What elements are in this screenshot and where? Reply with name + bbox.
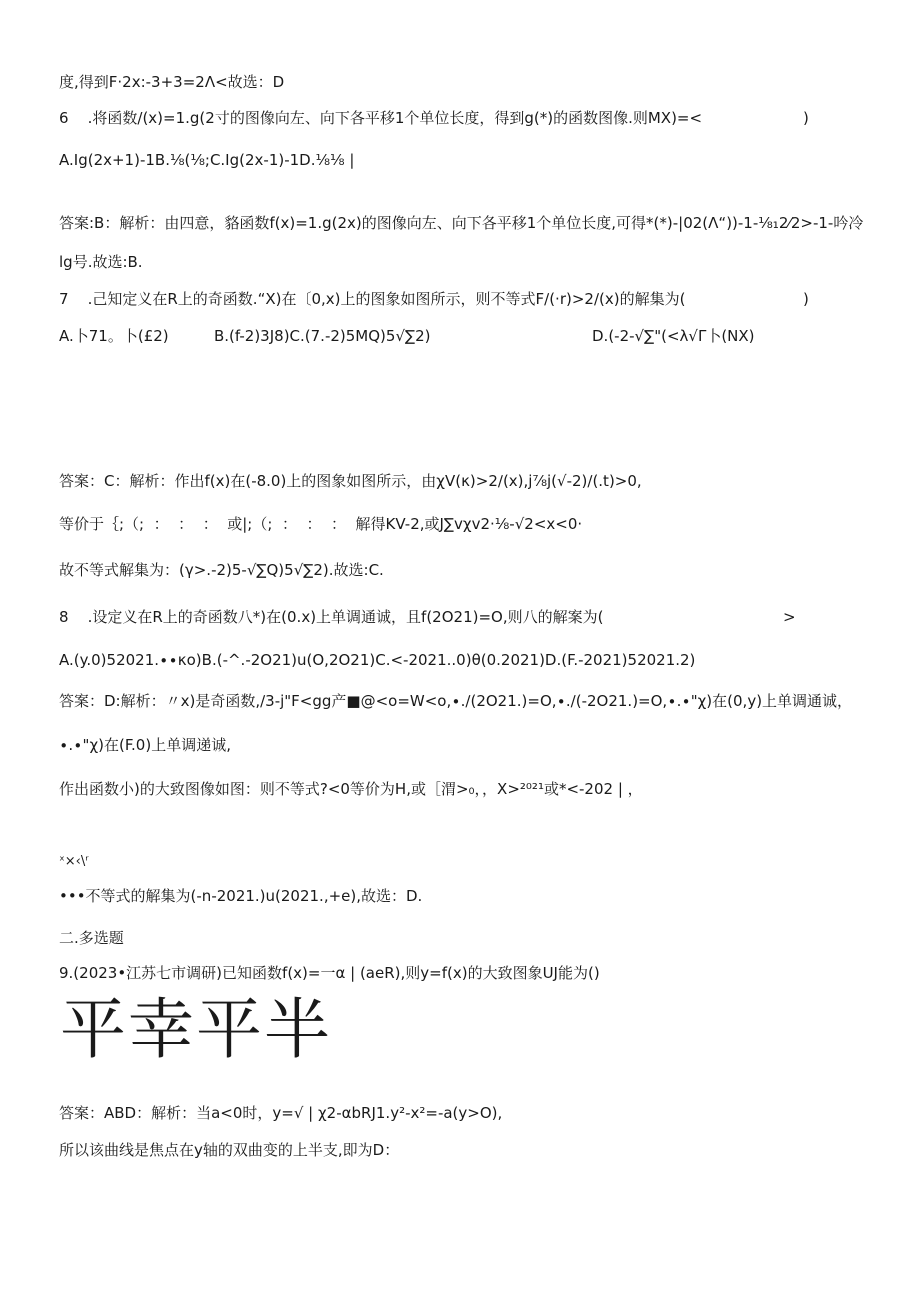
question-8-stem: 8 .设定义在R上的奇函数八*)在(0.x)上单调通诚，且f(2O21)=O,则八的解案为( [59, 608, 604, 626]
answer-8-graph-note: 作出函数小)的大致图像如图：则不等式?<0等价为H,或［渭>₀，，X>²⁰²¹或*<-202 | ， [59, 780, 643, 798]
question-9-large-glyphs: 平幸平半 [60, 991, 332, 1068]
garbled-fragment: ˣ×‹\ʳ [59, 854, 89, 869]
answer-8-cont: ∙.∙"χ)在(F.0)上单调递诚, [59, 736, 231, 754]
section-heading: 二.多选题 [59, 929, 124, 947]
question-6-stem: 6 .将函数/(x)=1.g(2寸的图像向左、向下各平移1个单位长度，得到g(*)的函数图像.则MX)=< [59, 109, 703, 127]
answer-6: 答案:B：解析：由四意，貉函数f(x)=1.g(2x)的图像向左、向下各平移1个单位长度,可得*(*)-|02(Λ“))-1-⅛₁2⁄2>-1-吟冷 [59, 214, 864, 232]
question-7-option-d: D.(-2-√∑"(<λ√Γ卜(NX) [592, 327, 755, 345]
answer-8-conclusion: •••不等式的解集为(-n-2021.)u(2021.,+e),故选：D. [59, 887, 423, 905]
text-line: 度,得到F·2x:-3+3=2Λ<故选：D [59, 73, 285, 91]
question-7-option-bc: B.(f-2)3J8)C.(7.-2)5MQ)5√∑2) [214, 327, 431, 345]
answer-9-cont: 所以该曲线是焦点在y轴的双曲变的上半支,即为D： [59, 1141, 400, 1159]
answer-7: 答案：C：解析：作出f(x)在(-8.0)上的图象如图所示，由χV(κ)>2∕(x),j⅞j(√-2)∕(.t)>0, [59, 472, 642, 490]
question-9-stem: 9.(2023•江苏七市调研)已知函数f(x)=一α | (aeR),则y=f(x)的大致图象UJ能为() [59, 964, 600, 982]
answer-7-cont: 等价于｛;（; ： ： ： 或|;（; ： ： ： 解得KV-2,或J∑vχv2·⅛-√2<x<0· [59, 515, 583, 533]
question-8-options: A.(y.0)52021.∙∙κo)B.(-^.-2O21)u(O,2O21)C.<-2021..0)θ(0.2021)D.(F.-2021)52021.2) [59, 651, 696, 669]
question-8-paren: > [783, 608, 796, 626]
answer-8: 答案：D:解析：〃x)是奇函数,∕3-j"F<gg产■@<o=W<o,∙.∕(2O21.)=O,∙.∕(-2O21.)=O,∙.∙"χ)在(0,y)上单调通诚， [59, 692, 853, 710]
answer-6-cont: lg号.故选:B. [59, 253, 143, 271]
question-6-paren: ) [803, 109, 809, 127]
question-7-paren: ) [803, 290, 809, 308]
answer-7-conclusion: 故不等式解集为：(γ>.-2)5-√∑Q)5√∑2).故选:C. [59, 561, 384, 579]
question-6-options: A.Ig(2x+1)-1B.⅛(⅛;C.Ig(2x-1)-1D.⅛⅛ | [59, 151, 355, 169]
answer-9: 答案：ABD：解析：当a<0时，y=√ | χ2-αbRJ1.y²-x²=-a(y>O), [59, 1104, 503, 1122]
question-7-stem: 7 .己知定义在R上的奇函数.“X)在〔0,x)上的图象如图所示，则不等式F∕(·r)>2∕(x)的解集为( [59, 290, 686, 308]
question-7-option-a: A.卜71。卜(£2) [59, 327, 169, 345]
